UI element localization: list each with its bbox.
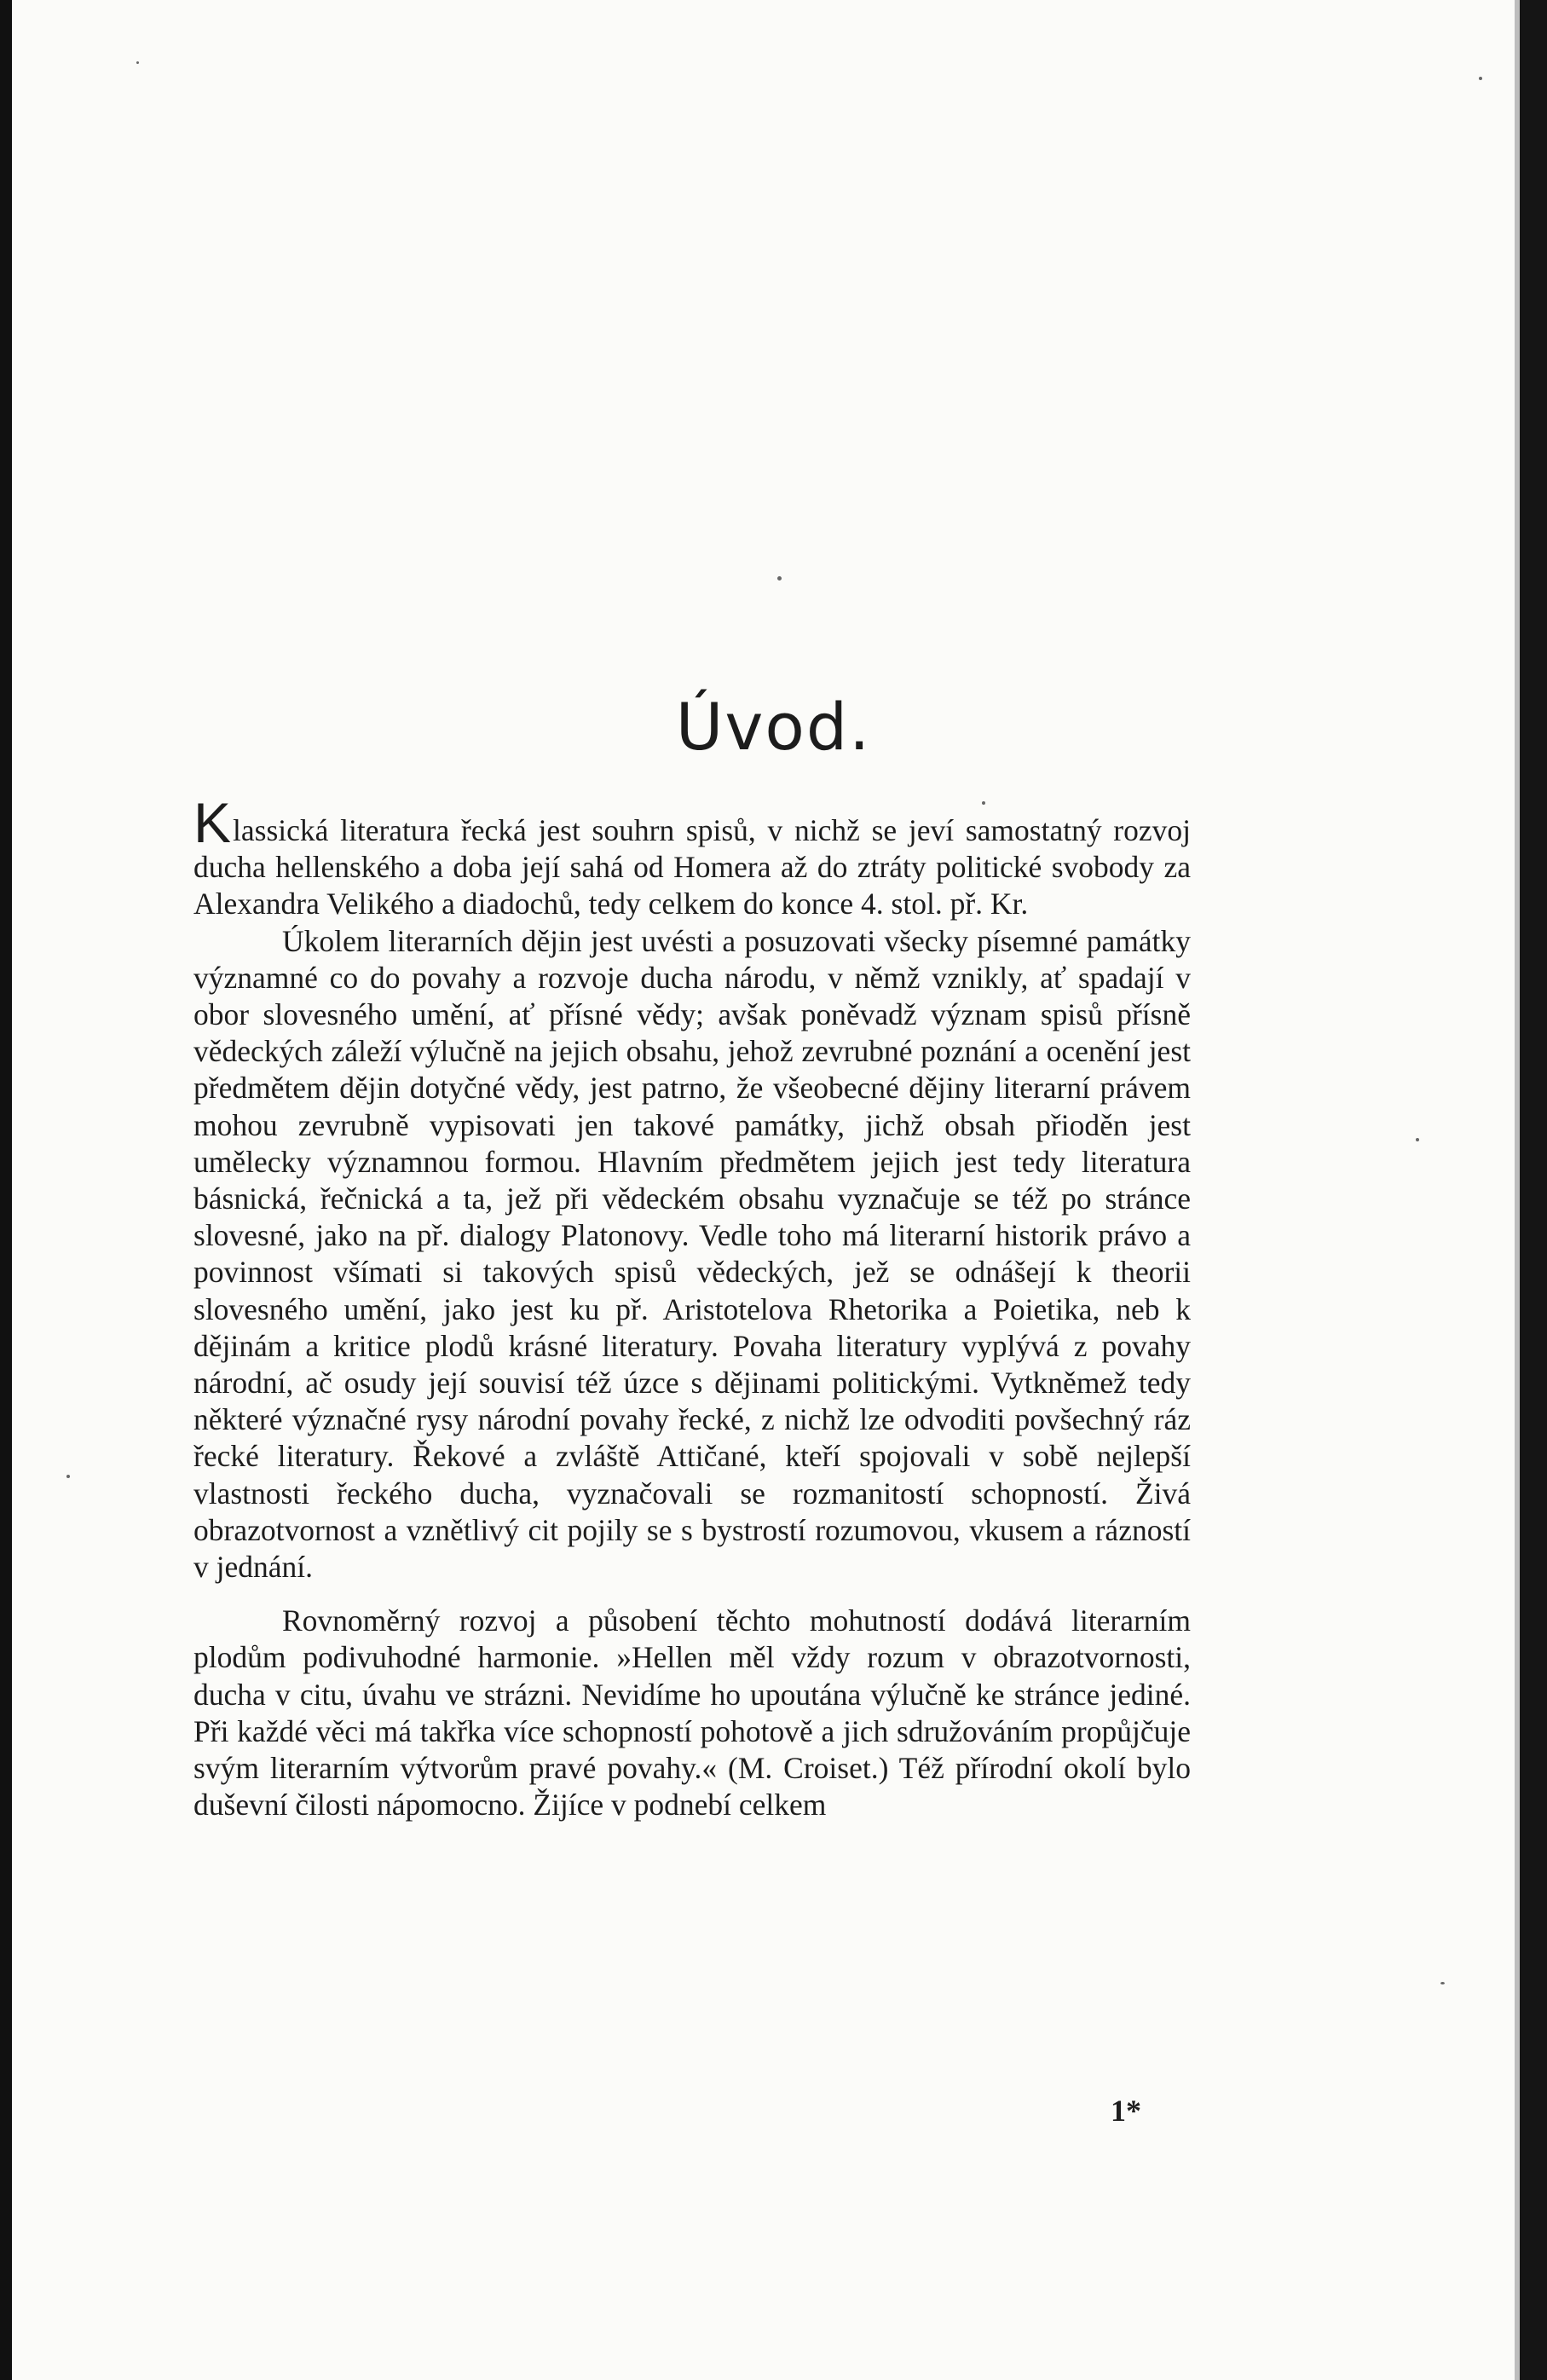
dust-speck	[982, 801, 985, 805]
dust-speck	[1479, 77, 1482, 80]
paragraph-1-text: lassická literatura řecká jest souhrn spisů, v nichž se jeví samostatný rozvoj ducha hellenského a doba její sahá od Homera až do ztráty politické svobody za Alexandra Velikého a diadochů, tedy celkem do konce 4. stol. př. Kr.	[193, 813, 1191, 921]
page-number: 1*	[1111, 2094, 1141, 2128]
dust-speck	[1440, 1982, 1445, 1984]
dust-speck	[66, 1475, 70, 1478]
page-title: Úvod.	[675, 689, 872, 765]
drop-cap: K	[193, 791, 232, 854]
page-left-edge	[0, 0, 12, 2380]
dust-speck	[136, 61, 139, 64]
paragraph-3: Rovnoměrný rozvoj a působení těchto mohutností dodává literarním plodům podivuhodné harmonie. »Hellen měl vždy rozum v obrazotvornosti, ducha v citu, úvahu ve strázni. Nevidíme ho upoutána výlučně ke stránce jediné. Při každé věci má takřka více schopností pohotově a jich sdružováním propůjčuje svým literarním výtvorům pravé povahy.« (M. Croiset.) Též přírodní okolí bylo duševní čilosti nápomocno. Žijíce v podnebí celkem	[193, 1603, 1191, 1823]
page-right-edge	[1520, 0, 1547, 2380]
dust-speck	[777, 576, 782, 581]
paragraph-1	[193, 791, 1191, 923]
body-text	[193, 791, 1191, 1823]
paragraph-2: Úkolem literarních dějin jest uvésti a posuzovati všecky písemné památky významné co do povahy a rozvoje ducha národu, v němž vznikly, ať spadají v obor slovesného umění, ať přísné vědy; avšak poněvadž význam spisů přísně vědeckých záleží výlučně na jejich obsahu, jehož zevrubné poznání a ocenění jest předmětem dějin dotyčné vědy, jest patrno, že všeobecné dějiny literarní právem mohou zevrubně vypisovati jen takové památky, jichž obsah přioděn jest umělecky významnou formou. Hlavním předmětem jejich jest tedy literatura básnická, řečnická a ta, jež při vědeckém obsahu vyznačuje se též po stránce slovesné, jako na př. dialogy Platonovy. Vedle toho má literarní historik právo a povinnost všímati si takových spisů vědeckých, jež se odnášejí k theorii slovesného umění, jako jest ku př. Aristotelova Rhetorika a Poietika, neb k dějinám a kritice plodů krásné literatury. Povaha literatury vyplývá z povahy národní, ač osudy její souvisí též úzce s dějinami politickými. Vytkněmež tedy některé význačné rysy národní povahy řecké, z nichž lze odvoditi povšechný ráz řecké literatury. Řekové a zvláště Attičané, kteří spojovali v sobě nejlepší vlastnosti řeckého ducha, vyznačovali se rozmanitostí schopností. Živá obrazotvornost a vznětlivý cit pojily se s bystrostí rozumovou, vkusem a rázností v jednání.	[193, 923, 1191, 1585]
dust-speck	[1416, 1138, 1419, 1141]
